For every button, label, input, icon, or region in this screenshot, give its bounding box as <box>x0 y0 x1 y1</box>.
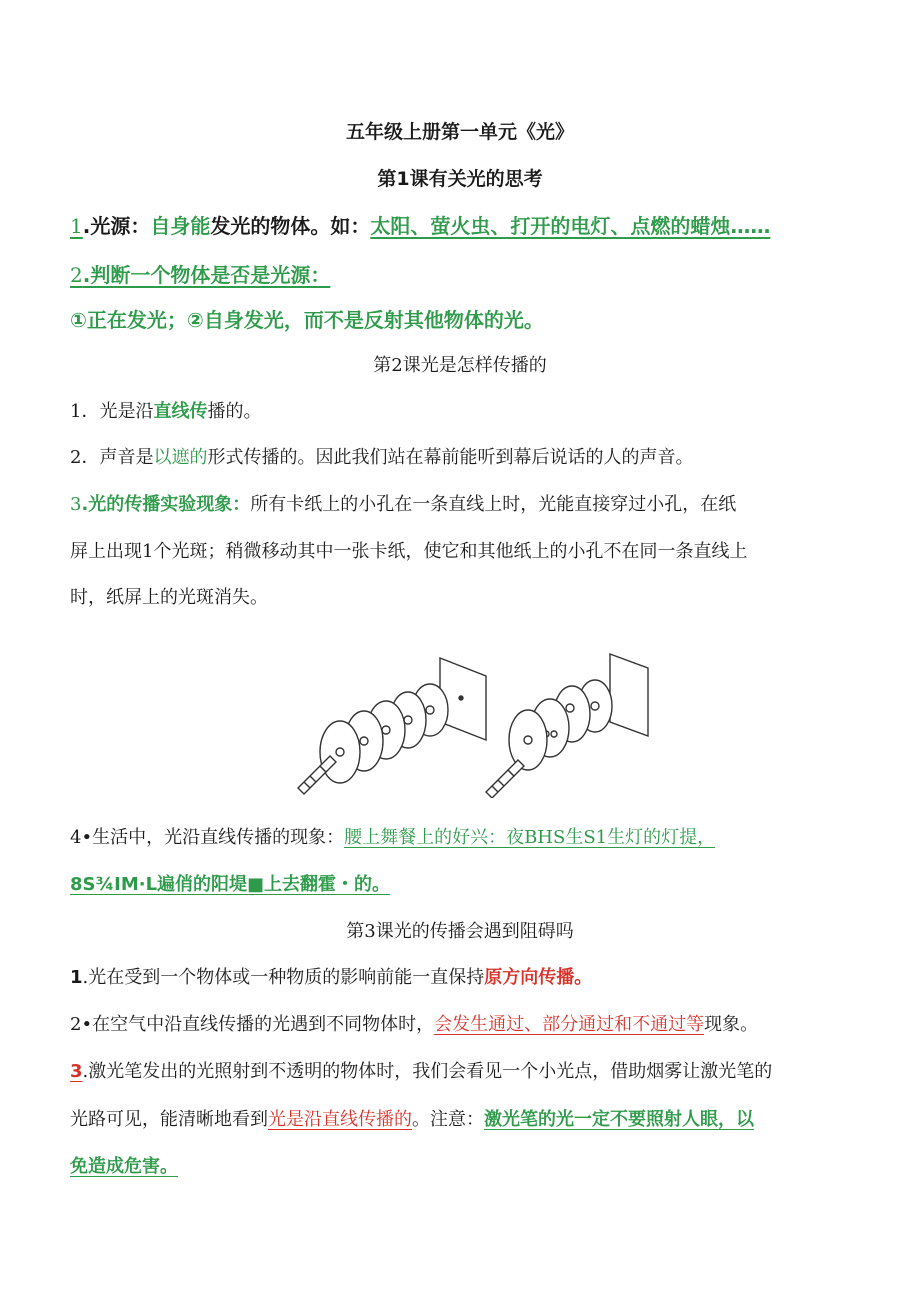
key-term: .光的传播实验现象： <box>81 494 251 515</box>
pinhole-experiment-illustration <box>290 648 670 798</box>
item-text: 1．光是沿 <box>70 401 154 422</box>
item-text: 。注意： <box>412 1109 484 1130</box>
card-hole <box>551 731 557 737</box>
lesson1-item1 <box>70 213 860 239</box>
key-term: 会发生通过、部分通过和不通过等 <box>434 1014 705 1035</box>
card-hole <box>382 726 390 734</box>
item-label: .光源： <box>82 214 151 238</box>
item-text-tail: 现象。 <box>704 1014 759 1035</box>
item-number: 3 <box>70 494 82 515</box>
safety-warning: 激光笔的光一定不要照射人眼，以 <box>484 1109 754 1130</box>
flashlight-body <box>486 770 514 798</box>
item-number: 1 <box>70 214 83 238</box>
lesson2-item3-line2: 屏上出现1个光斑；稍微移动其中一张卡纸，使它和其他纸上的小孔不在同一条直线上 <box>70 541 748 562</box>
lesson2-item2 <box>70 446 860 470</box>
lesson3-item2 <box>70 1013 860 1037</box>
item-text: 2．声音是 <box>70 447 154 468</box>
key-term: 以遮的 <box>153 447 208 468</box>
item-number: 3 <box>70 1061 83 1082</box>
item-text-tail: 形式传播的。因此我们站在幕前能听到幕后说话的人的声音。 <box>207 447 694 468</box>
card-hole <box>426 706 434 714</box>
experiment-setup-shifted <box>486 654 648 798</box>
lesson3-item3-line2 <box>70 1108 860 1132</box>
definition-key: 自身能 <box>150 214 211 238</box>
lesson3-item3-line1 <box>70 1060 860 1084</box>
light-source-examples: 太阳、萤火虫、打开的电灯、点燃的蜡烛…… <box>370 214 771 238</box>
item-text: 所有卡纸上的小孔在一条直线上时，光能直接穿过小孔，在纸 <box>250 494 737 515</box>
item-text: 4•生活中，光沿直线传播的现象： <box>70 827 345 848</box>
key-term: 直线传 <box>153 401 208 422</box>
flashlight <box>486 760 524 798</box>
item-text: .判断一个物体是否是光源： <box>82 263 331 287</box>
item-number: 2 <box>70 263 83 287</box>
experiment-setup-aligned <box>298 658 486 794</box>
lesson3-title: 第3课光的传播会遇到阻碍吗 <box>346 921 574 942</box>
card-hole <box>524 736 532 744</box>
light-spot <box>459 696 463 700</box>
item-text: .光在受到一个物体或一种物质的影响前能一直保持 <box>82 967 485 988</box>
card-hole <box>566 704 574 712</box>
lesson3-item1 <box>70 966 860 990</box>
lesson2-item1 <box>70 400 860 424</box>
lesson2-item3-line1 <box>70 493 860 517</box>
card-hole <box>336 748 344 756</box>
lesson2-item4-line1 <box>70 826 860 850</box>
key-term: 原方向传播。 <box>484 967 593 988</box>
definition-mid: 发光的 <box>210 214 271 238</box>
lesson2-item4-line2: 8S¾IM·L遍俏的阳堤■上去翻霍・的。 <box>70 874 391 895</box>
lesson1-title: 第1课有关光的思考 <box>377 168 543 190</box>
phenomenon-examples: 腰上舞餐上的好兴：夜BHS生S1生灯的灯提， <box>344 827 716 848</box>
definition-tail: 物体。如： <box>270 214 371 238</box>
card-hole <box>360 737 368 745</box>
card-hole <box>591 702 599 710</box>
unit-title: 五年级上册第一单元《光》 <box>345 121 574 143</box>
lesson1-item2 <box>70 262 860 288</box>
item-text-tail: 播的。 <box>207 401 262 422</box>
lesson2-item3-line3: 时，纸屏上的光斑消失。 <box>70 587 268 608</box>
card-hole <box>404 716 412 724</box>
key-term: 光是沿直线传播的 <box>268 1109 412 1130</box>
flashlight-body <box>298 766 326 794</box>
lesson2-title: 第2课光是怎样传播的 <box>373 355 547 376</box>
item-text: .激光笔发出的光照射到不透明的物体时，我们会看见一个小光点，借助烟雾让激光笔的 <box>82 1061 773 1082</box>
item-number: 1 <box>70 967 83 988</box>
light-source-criteria: ①正在发光；②自身发光，而不是反射其他物体的光。 <box>70 308 544 332</box>
item-text: 光路可见，能清晰地看到 <box>70 1109 268 1130</box>
paper-screen <box>610 654 648 736</box>
item-text: 2•在空气中沿直线传播的光遇到不同物体时， <box>70 1014 435 1035</box>
lesson3-item3-line3: 免造成危害。 <box>70 1156 178 1177</box>
